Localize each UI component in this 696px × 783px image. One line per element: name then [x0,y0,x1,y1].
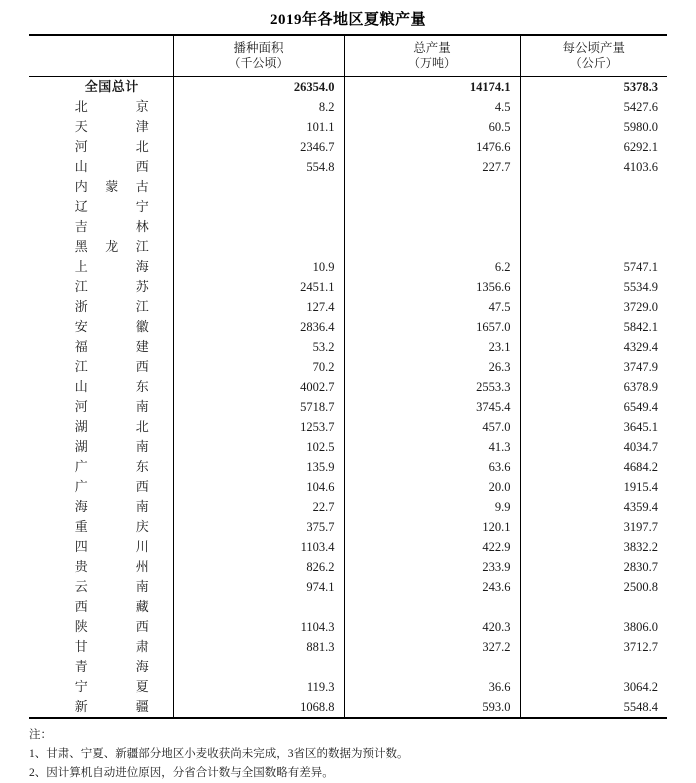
row-sown-area-cell: 127.4 [173,297,344,317]
row-output-cell: 26.3 [344,357,520,377]
row-region-label: 黑龙江 [74,239,149,255]
row-region-label: 上海 [74,259,149,275]
row-yield-cell: 5534.9 [520,277,667,297]
row-sown-area-cell: 826.2 [173,557,344,577]
row-region-cell [29,517,173,537]
row-region-cell [29,157,173,177]
row-output-cell [344,177,520,197]
row-sown-area-cell [173,597,344,617]
table-row [29,417,667,437]
row-output-cell: 3745.4 [344,397,520,417]
table-row [29,637,667,657]
row-output-cell: 20.0 [344,477,520,497]
statistics-table [29,34,667,719]
row-region-label: 辽宁 [74,199,149,215]
row-yield-cell: 5980.0 [520,117,667,137]
row-region-label: 新疆 [74,699,149,715]
table-row [29,697,667,718]
row-region-label: 天津 [74,119,149,135]
row-yield-cell [520,597,667,617]
note-item-2: 2、因计算机自动进位原因，分省合计数与全国数略有差异。 [29,767,334,780]
row-sown-area-cell: 881.3 [173,637,344,657]
row-output-cell: 60.5 [344,117,520,137]
row-yield-cell: 4359.4 [520,497,667,517]
row-region-label: 北京 [74,99,149,115]
row-region-cell [29,177,173,197]
row-sown-area-cell: 974.1 [173,577,344,597]
row-yield-cell: 3747.9 [520,357,667,377]
row-yield-cell: 3712.7 [520,637,667,657]
row-sown-area-cell: 1068.8 [173,697,344,718]
row-region-cell [29,277,173,297]
row-output-cell [344,237,520,257]
row-region-label: 吉林 [74,219,149,235]
table-row [29,677,667,697]
table-row [29,357,667,377]
row-output-cell: 243.6 [344,577,520,597]
row-region-label: 全国总计 [84,79,139,95]
row-region-label: 河南 [74,399,149,415]
table-row [29,317,667,337]
row-region-label: 广东 [74,459,149,475]
row-sown-area-cell: 10.9 [173,257,344,277]
row-yield-cell [520,197,667,217]
table-row [29,657,667,677]
row-region-label: 海南 [74,499,149,515]
row-yield-cell: 5747.1 [520,257,667,277]
row-region-label: 安徽 [74,319,149,335]
row-region-label: 江苏 [74,279,149,295]
row-region-cell [29,697,173,718]
row-region-cell [29,217,173,237]
row-sown-area-cell: 375.7 [173,517,344,537]
row-yield-cell: 5842.1 [520,317,667,337]
row-region-cell [29,257,173,277]
row-sown-area-cell: 4002.7 [173,377,344,397]
table-row [29,337,667,357]
row-yield-cell: 3729.0 [520,297,667,317]
row-output-cell: 36.6 [344,677,520,697]
row-region-label: 青海 [74,659,149,675]
table-row [29,297,667,317]
note-item-1: 1、甘肃、宁夏、新疆部分地区小麦收获尚未完成，3省区的数据为预计数。 [29,748,409,761]
table-notes [29,726,667,783]
row-output-cell: 1356.6 [344,277,520,297]
row-region-label: 山东 [74,379,149,395]
column-header-output-unit: （万吨） [407,56,456,70]
row-yield-cell: 4329.4 [520,337,667,357]
row-sown-area-cell: 1104.3 [173,617,344,637]
table-row [29,457,667,477]
column-header-yield-unit: （公斤） [569,56,618,70]
row-output-cell: 1476.6 [344,137,520,157]
row-output-cell: 422.9 [344,537,520,557]
row-yield-cell: 3645.1 [520,417,667,437]
row-output-cell: 63.6 [344,457,520,477]
row-region-label: 广西 [74,479,149,495]
table-row [29,557,667,577]
table-row [29,257,667,277]
row-region-cell [29,237,173,257]
row-region-cell [29,397,173,417]
table-row [29,517,667,537]
row-region-cell [29,437,173,457]
row-yield-cell [520,177,667,197]
table-row [29,77,667,98]
row-output-cell: 457.0 [344,417,520,437]
table-row [29,377,667,397]
row-sown-area-cell [173,237,344,257]
row-yield-cell [520,237,667,257]
table-row [29,397,667,417]
row-output-cell: 41.3 [344,437,520,457]
table-header-row [29,35,667,77]
table-row [29,477,667,497]
row-region-label: 重庆 [74,519,149,535]
row-yield-cell: 3197.7 [520,517,667,537]
row-region-cell [29,477,173,497]
row-region-label: 福建 [74,339,149,355]
table-row [29,157,667,177]
column-header-sown-area [173,35,344,77]
row-region-cell [29,337,173,357]
row-region-cell [29,677,173,697]
table-row [29,597,667,617]
row-sown-area-cell: 2836.4 [173,317,344,337]
row-region-cell [29,197,173,217]
table-row [29,437,667,457]
row-yield-cell: 4684.2 [520,457,667,477]
column-header-output [344,35,520,77]
row-region-label: 甘肃 [74,639,149,655]
row-yield-cell: 5548.4 [520,697,667,718]
table-row [29,537,667,557]
row-sown-area-cell: 8.2 [173,97,344,117]
table-row [29,237,667,257]
row-region-cell [29,317,173,337]
row-region-label: 内蒙古 [74,179,149,195]
row-sown-area-cell: 102.5 [173,437,344,457]
row-region-cell [29,537,173,557]
row-region-cell [29,377,173,397]
row-region-label: 河北 [74,139,149,155]
row-region-label: 江西 [74,359,149,375]
row-output-cell [344,197,520,217]
row-yield-cell: 6549.4 [520,397,667,417]
row-region-cell [29,97,173,117]
statistics-table-container [29,34,667,719]
column-header-yield-label: 每公顷产量 [562,41,625,55]
row-region-label: 湖北 [74,419,149,435]
row-output-cell: 233.9 [344,557,520,577]
row-sown-area-cell: 119.3 [173,677,344,697]
row-region-cell [29,117,173,137]
row-sown-area-cell: 5718.7 [173,397,344,417]
row-region-cell [29,577,173,597]
row-region-label: 山西 [74,159,149,175]
row-region-cell [29,417,173,437]
row-region-cell [29,77,173,98]
row-sown-area-cell: 2451.1 [173,277,344,297]
row-output-cell [344,597,520,617]
row-output-cell: 1657.0 [344,317,520,337]
table-row [29,577,667,597]
row-region-cell [29,357,173,377]
table-row [29,117,667,137]
table-row [29,137,667,157]
row-output-cell: 6.2 [344,257,520,277]
table-row [29,617,667,637]
row-region-cell [29,497,173,517]
row-sown-area-cell: 53.2 [173,337,344,357]
row-output-cell: 4.5 [344,97,520,117]
row-yield-cell: 1915.4 [520,477,667,497]
row-sown-area-cell [173,217,344,237]
row-output-cell: 23.1 [344,337,520,357]
table-row [29,97,667,117]
row-sown-area-cell: 104.6 [173,477,344,497]
row-yield-cell [520,217,667,237]
row-region-cell [29,297,173,317]
row-region-label: 宁夏 [74,679,149,695]
row-sown-area-cell: 2346.7 [173,137,344,157]
row-yield-cell: 2830.7 [520,557,667,577]
column-header-sown-area-unit: （千公顷） [228,56,289,70]
row-yield-cell: 2500.8 [520,577,667,597]
row-yield-cell: 3832.2 [520,537,667,557]
row-sown-area-cell: 135.9 [173,457,344,477]
row-region-label: 云南 [74,579,149,595]
column-header-sown-area-label: 播种面积 [233,41,284,55]
row-region-cell [29,557,173,577]
row-yield-cell: 6292.1 [520,137,667,157]
row-yield-cell [520,657,667,677]
row-region-cell [29,637,173,657]
row-output-cell: 327.2 [344,637,520,657]
table-row [29,277,667,297]
row-yield-cell: 4034.7 [520,437,667,457]
row-region-cell [29,597,173,617]
row-region-label: 贵州 [74,559,149,575]
row-sown-area-cell: 101.1 [173,117,344,137]
row-output-cell: 120.1 [344,517,520,537]
row-yield-cell: 4103.6 [520,157,667,177]
notes-heading: 注： [29,729,52,742]
row-region-cell [29,137,173,157]
row-sown-area-cell: 1253.7 [173,417,344,437]
row-output-cell: 14174.1 [344,77,520,98]
table-body [29,77,667,719]
row-region-label: 西藏 [74,599,149,615]
row-output-cell: 420.3 [344,617,520,637]
row-yield-cell: 6378.9 [520,377,667,397]
table-header [29,35,667,77]
column-header-region [29,35,173,77]
row-yield-cell: 5378.3 [520,77,667,98]
table-row [29,197,667,217]
row-sown-area-cell [173,197,344,217]
row-output-cell: 9.9 [344,497,520,517]
row-yield-cell: 5427.6 [520,97,667,117]
row-sown-area-cell [173,657,344,677]
row-sown-area-cell: 1103.4 [173,537,344,557]
row-sown-area-cell: 26354.0 [173,77,344,98]
page-title: 2019年各地区夏粮产量 [269,12,426,28]
row-output-cell: 47.5 [344,297,520,317]
column-header-yield [520,35,667,77]
row-region-label: 四川 [74,539,149,555]
column-header-output-label: 总产量 [413,41,451,55]
row-region-cell [29,617,173,637]
row-region-cell [29,457,173,477]
row-output-cell: 227.7 [344,157,520,177]
row-sown-area-cell: 554.8 [173,157,344,177]
row-region-cell [29,657,173,677]
row-yield-cell: 3806.0 [520,617,667,637]
row-sown-area-cell [173,177,344,197]
row-sown-area-cell: 22.7 [173,497,344,517]
row-output-cell [344,657,520,677]
table-row [29,177,667,197]
row-output-cell [344,217,520,237]
table-row [29,217,667,237]
row-region-label: 浙江 [74,299,149,315]
row-region-label: 陕西 [74,619,149,635]
row-yield-cell: 3064.2 [520,677,667,697]
table-row [29,497,667,517]
row-sown-area-cell: 70.2 [173,357,344,377]
row-output-cell: 593.0 [344,697,520,718]
row-region-label: 湖南 [74,439,149,455]
row-output-cell: 2553.3 [344,377,520,397]
